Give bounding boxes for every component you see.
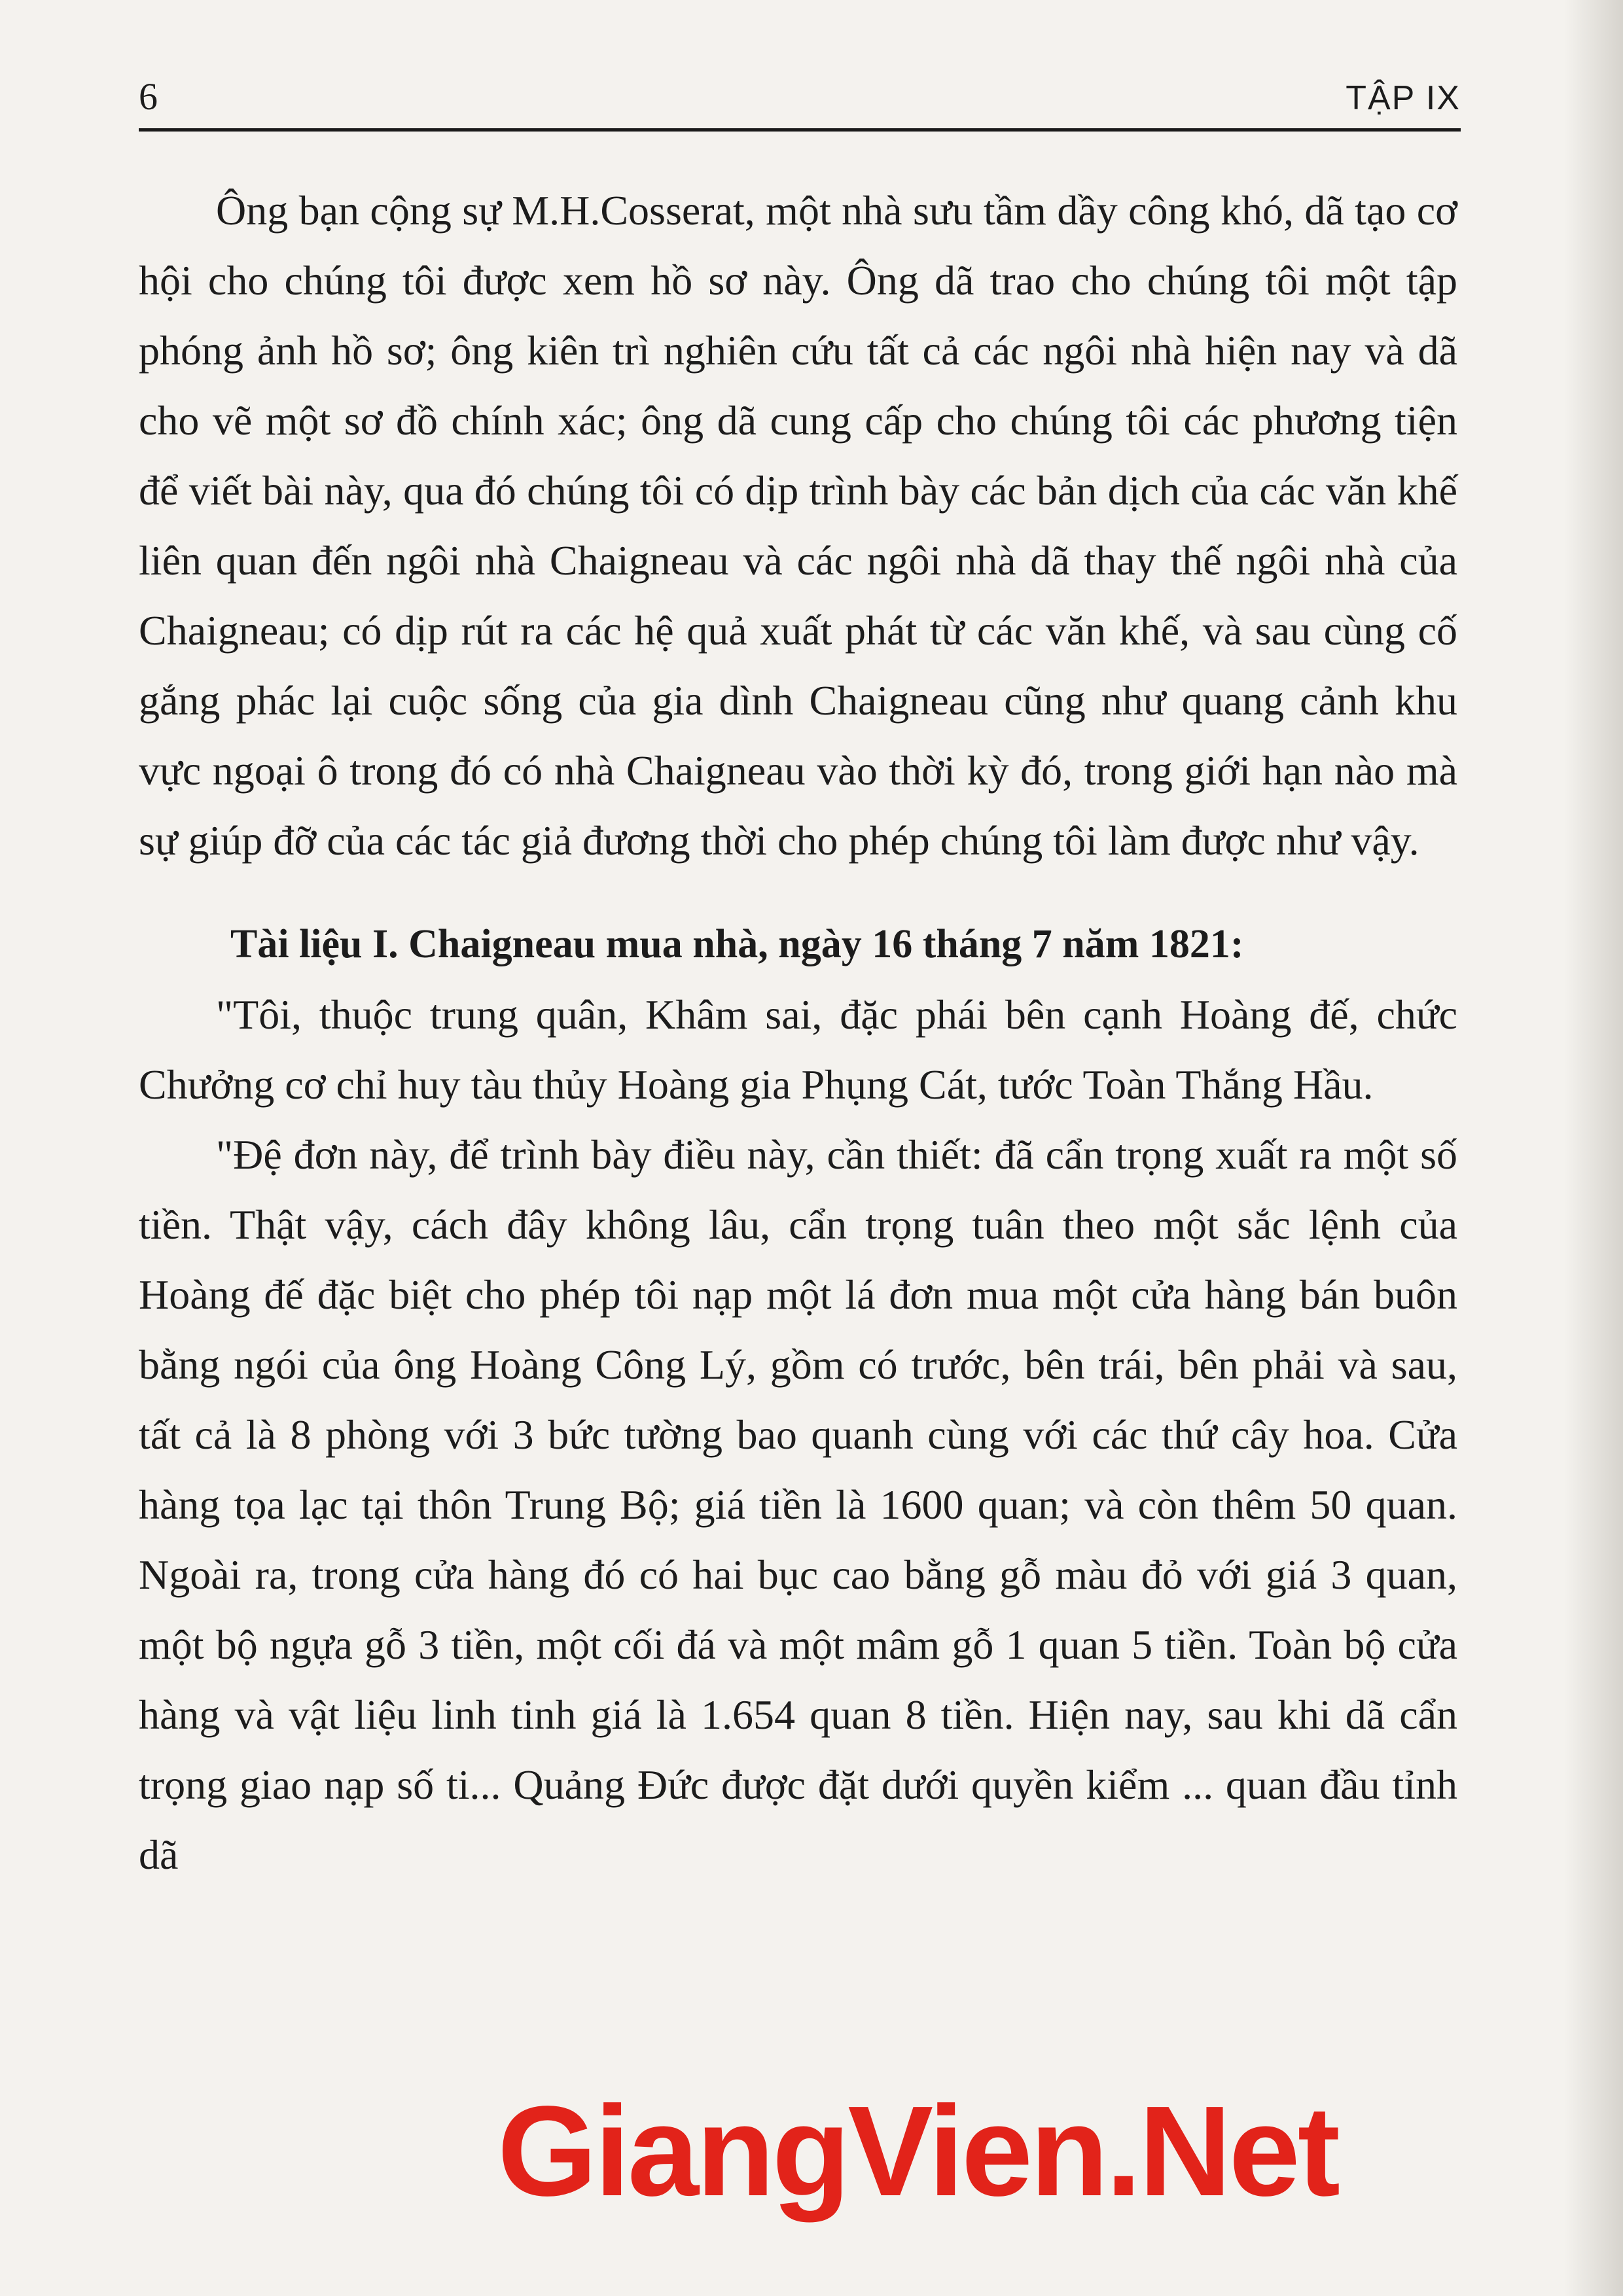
- header-rule: [139, 128, 1461, 132]
- paragraph-intro: Ông bạn cộng sự M.H.Cosserat, một nhà sưu tầm dầy công khó, dã tạo cơ hội cho chúng tôi được xem hồ sơ này. Ông dã trao cho chúng tôi một tập phóng ảnh hồ sơ; ông kiên trì nghiên cứu tất cả các ngôi nhà hiện nay và dã cho vẽ một sơ đồ chính xác; ông dã cung cấp cho chúng tôi các phương tiện để viết bài này, qua đó chúng tôi có dịp trình bày các bản dịch của các văn khế liên quan đến ngôi nhà Chaigneau và các ngôi nhà dã thay thế ngôi nhà của Chaigneau; có dịp rút ra các hệ quả xuất phát từ các văn khế, và sau cùng cố gắng phác lại cuộc sống của gia dình Chaigneau cũng như quang cảnh khu vực ngoại ô trong đó có nhà Chaigneau vào thời kỳ đó, trong giới hạn nào mà sự giúp đỡ của các tác giả đương thời cho phép chúng tôi làm được như vậy.: [139, 187, 1457, 864]
- quote-paragraph-2: "Đệ đơn này, để trình bày điều này, cần thiết: đã cẩn trọng xuất ra một số tiền. Thật vậy, cách đây không lâu, cẩn trọng tuân theo một sắc lệnh của Hoàng đế đặc biệt cho phép tôi nạp một lá đơn mua một cửa hàng bán buôn bằng ngói của ông Hoàng Công Lý, gồm có trước, bên trái, bên phải và sau, tất cả là 8 phòng với 3 bức tường bao quanh cùng với các thứ cây hoa. Cửa hàng tọa lạc tại thôn Trung Bộ; giá tiền là 1600 quan; và còn thêm 50 quan. Ngoài ra, trong cửa hàng đó có hai bục cao bằng gỗ màu đỏ với giá 3 quan, một bộ ngựa gỗ 3 tiền, một cối đá và một mâm gỗ 1 quan 5 tiền. Toàn bộ cửa hàng và vật liệu linh tinh giá là 1.654 quan 8 tiền. Hiện nay, sau khi dã cẩn trọng giao nạp số ti... Quảng Đức được đặt dưới quyền kiểm ... quan đầu tỉnh dã: [139, 1131, 1457, 1878]
- page-number: 6: [139, 75, 158, 118]
- body-text: [139, 175, 1457, 1890]
- quote-paragraph-1: "Tôi, thuộc trung quân, Khâm sai, đặc phái bên cạnh Hoàng đế, chức Chưởng cơ chỉ huy tàu thủy Hoàng gia Phụng Cát, tước Toàn Thắng Hầu.: [139, 991, 1457, 1108]
- document-heading: Tài liệu I. Chaigneau mua nhà, ngày 16 tháng 7 năm 1821:: [230, 922, 1244, 966]
- watermark-logo: GiangVien.Net: [497, 2079, 1338, 2223]
- running-title: TẬP IX: [1346, 79, 1461, 117]
- running-head: [139, 65, 1461, 131]
- page-edge-shadow: [1564, 0, 1623, 2296]
